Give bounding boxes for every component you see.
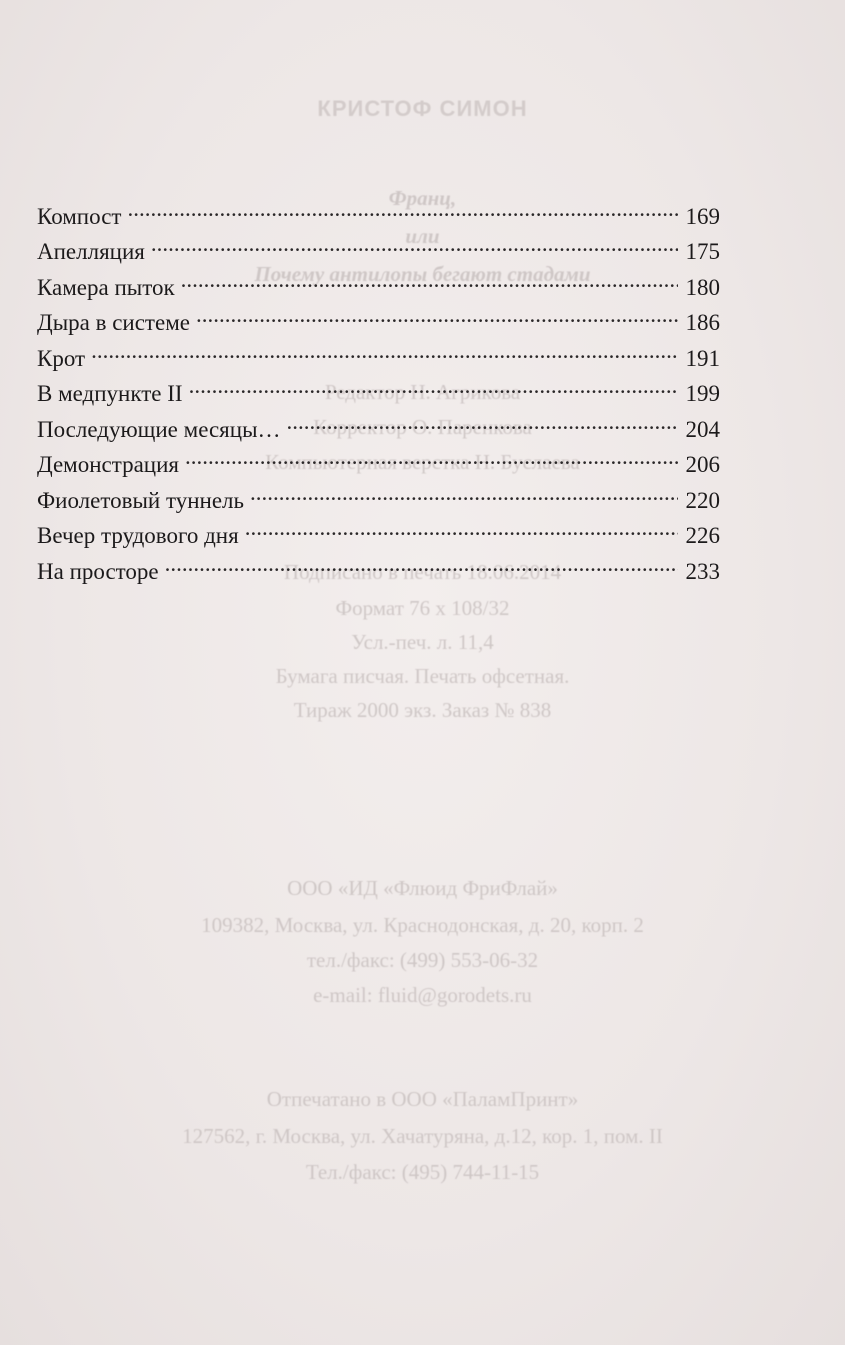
toc-entry-page: 220 (685, 487, 720, 513)
toc-leader-dots (151, 224, 678, 260)
toc-entry-page: 226 (685, 523, 720, 548)
ghost-author: КРИСТОФ СИМОН (317, 96, 528, 121)
ghost-editor: Редактор Н. Агрикова (324, 380, 521, 404)
ghost-layout: Компьютерная верстка Н. Буслаева (265, 450, 580, 474)
ghost-printer-phone: Тел./факс: (495) 744-11-15 (305, 1160, 540, 1184)
toc-entry-page: 191 (685, 345, 720, 371)
toc-entry (37, 366, 720, 406)
ghost-sheets: Усл.-печ. л. 11,4 (351, 630, 494, 654)
ghost-print-run: Тираж 2000 экз. Заказ № 838 (293, 698, 552, 722)
ghost-book-title: Франц, (388, 186, 457, 210)
toc-entry-title: Дыра в системе (37, 310, 190, 335)
toc-entry-title: В медпункте II (37, 381, 183, 406)
toc-leader-dots (196, 295, 678, 331)
toc-entry-title: Последующие месяцы… (37, 416, 281, 442)
ghost-publisher-address: 109382, Москва, ул. Краснодонская, д. 20, корп. 2 (201, 913, 644, 937)
ghost-or: или (405, 224, 440, 248)
toc-entry-title: На просторе (37, 558, 159, 584)
toc-entry (37, 188, 720, 229)
toc-entry (37, 330, 720, 371)
ghost-format: Формат 76 х 108/32 (335, 596, 510, 620)
toc-entry-page: 175 (685, 239, 720, 264)
toc-entry-title: Крот (37, 345, 86, 371)
ghost-printer: Отпечатано в ООО «ПаламПринт» (266, 1087, 579, 1111)
toc-leader-dots (185, 437, 678, 473)
ghost-subtitle: Почему антилопы бегают стадами (254, 262, 591, 286)
toc-leader-dots (287, 401, 678, 437)
toc-leader-dots (250, 472, 678, 508)
ghost-printer-address: 127562, г. Москва, ул. Хачатуряна, д.12, кор. 1, пом. II (182, 1124, 663, 1148)
toc-entry-title: Вечер трудового дня (37, 523, 239, 548)
toc-leader-dots (91, 330, 678, 366)
toc-entry-title: Фиолетовый туннель (37, 487, 245, 513)
toc-entry-page: 233 (685, 558, 720, 584)
toc-entry-page: 204 (685, 416, 720, 442)
toc-leader-dots (165, 543, 678, 579)
toc-leader-dots (189, 366, 678, 402)
toc-entry-page: 180 (685, 274, 720, 300)
toc-leader-dots (127, 188, 678, 224)
toc-leader-dots (181, 259, 678, 295)
toc-leader-dots (245, 508, 678, 544)
table-of-contents (37, 188, 720, 584)
ghost-corrector: Корректор О. Паренкова (313, 415, 532, 439)
toc-entry-page: 186 (685, 310, 720, 335)
toc-entry-page: 169 (685, 203, 720, 229)
toc-entry-page: 199 (685, 381, 720, 406)
toc-entry-title: Апелляция (37, 239, 145, 264)
ghost-publisher: ООО «ИД «Флюид ФриФлай» (287, 876, 558, 900)
toc-entry-page: 206 (685, 452, 720, 477)
ghost-publisher-phone: тел./факс: (499) 553-06-32 (306, 948, 539, 972)
toc-entry (37, 224, 720, 264)
toc-entry-title: Камера пыток (37, 274, 175, 300)
ghost-publisher-email: e-mail: fluid@gorodets.ru (313, 983, 532, 1007)
ghost-signed: Подписано в печать 18.06.2014 (283, 560, 562, 584)
toc-entry-title: Компост (37, 203, 122, 229)
ghost-paper: Бумага писчая. Печать офсетная. (275, 664, 570, 688)
toc-entry-title: Демонстрация (37, 452, 179, 477)
